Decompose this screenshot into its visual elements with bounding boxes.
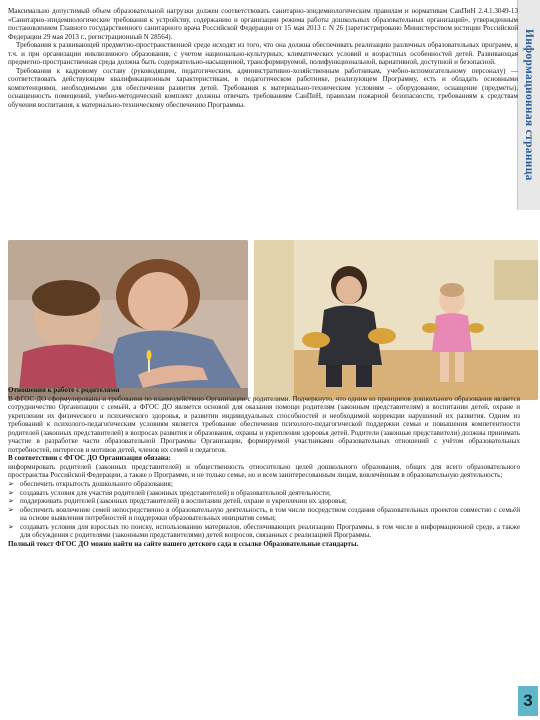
obligation-list: [8, 480, 520, 540]
photo-woman-toddler-playroom-icon: [254, 240, 538, 400]
environment-paragraph: Требования к развивающей предметно-пространственной среде исходят из того, что она должна обеспечивать реализацию различных образовательных программ, в т.ч. и при организации инклюзивного образования, с учетом национально-культурных, климатических условий и возрастных особенностей детей. Развивающая предметно-пространственная среда должна быть содержательно-насыщенной, трансформируемой, полифункциональной, вариативной, доступной и безопасной.: [8, 41, 518, 67]
sanpin-paragraph: Максимально допустимый объем образовательной нагрузки должен соответствовать санитарно-эпидемиологическим правилам и нормативам СанПиН 2.4.1.3049-13 «Санитарно-эпидемиологические требования к устройству, содержанию и организации режима работы дошкольных образовательных организаций», утвержденным постановлением Главного государственного санитарного врача Российской Федерации от 15 мая 2013 г. N 26 (зарегистрировано Министерством юстиции Российской Федерации 29 мая 2013 г., регистрационный N 28564).: [8, 7, 518, 41]
list-item: ➢ создавать условия для взрослых по поиску, использованию материалов, обеспечивающих реализацию Программы, в том числе в информационной среде, а также для обсуждения с родителями (законными представителями) детей вопросов, связанных с реализацией Программы.: [8, 523, 520, 540]
footer-note: Полный текст ФГОС ДО можно найти на сайте нашего детского сада в ссылке Образовательные стандарты.: [8, 539, 359, 548]
list-item: ➢ обеспечить вовлечение семей непосредственно в образовательную деятельность, в том числе посредством создания образовательных проектов совместно с семьёй на основе выявления потребностей и поддержки образовательных инициатив семьи;: [8, 506, 520, 523]
page-number-badge: [518, 686, 538, 716]
list-item: ➢ создавать условия для участия родителей (законных представителей) в образовательной деятельности;: [8, 489, 520, 498]
parents-paragraph: В ФГОС ДО сформулированы и требования по взаимодействию Организации с родителями. Подчеркнуто, что одним из принципов дошкольного образования является сотрудничество Организации с семьёй, а ФГОС ДО является основой для оказания помощи родителям (законным представителям) в воспитании детей, охране и укреплении их физического и психического здоровья, в развитии индивидуальных способностей и необходимой коррекции нарушений их развития. Одним из требований к психолого-педагогическим условиям является требование обеспечения психолого-педагогической поддержки семьи и повышения компетентности родителей (законных представителей) в вопросах развития и образования, охраны и укрепления здоровья детей. Родители (законные представители) должны принимать участие в разработке части образовательной Программы Организации, формируемой участниками образовательных отношений с учётом образовательных потребностей, интересов и мотивов детей, членов их семей и педагогов.: [8, 394, 520, 454]
photo-mother-child-candle-icon: [8, 240, 248, 400]
bottom-text-block: [8, 386, 520, 548]
section-heading: Отношения к работе с родителями: [8, 386, 120, 394]
obligation-lead: В соответствии с ФГОС ДО Организация обязана:: [8, 454, 171, 463]
staff-paragraph: Требования к кадровому составу (руководящим, педагогическим, административно-хозяйственным работникам, учебно-вспомогательному персоналу) — соответствовать действующим квалификационным характеристикам, в педагогическом работнике, реализующем Программу, есть и обладать основными компетенциями, необходимыми для обеспечения развития детей. Требования к материально-техническим условиям – оборудование, оснащение (предметы), оснащенность помещений, учебно-методический комплект должны отвечать требованиям СанПиН, правилам пожарной безопасности, требованиям к средствам обучения воспитания, к материально-техническому обеспечению Программы.: [8, 66, 518, 110]
top-text-block: [8, 7, 518, 110]
list-item: ➢ обеспечить открытость дошкольного образования;: [8, 480, 520, 489]
side-strip: [517, 0, 540, 210]
page-number: 3: [523, 691, 533, 710]
obligation-text: информировать родителей (законных представителей) и общественность относительно целей дошкольного образования, общих для всего образовательного пространства Российской Федерации, а также о Программе, и не только семье, но и всем заинтересованным лицам, вовлечённым в образовательную деятельность;: [8, 462, 520, 480]
list-item: ➢ поддерживать родителей (законных представителей) в воспитании детей, охране и укреплении их здоровья;: [8, 497, 520, 506]
side-title: Информационная страница: [523, 29, 535, 181]
